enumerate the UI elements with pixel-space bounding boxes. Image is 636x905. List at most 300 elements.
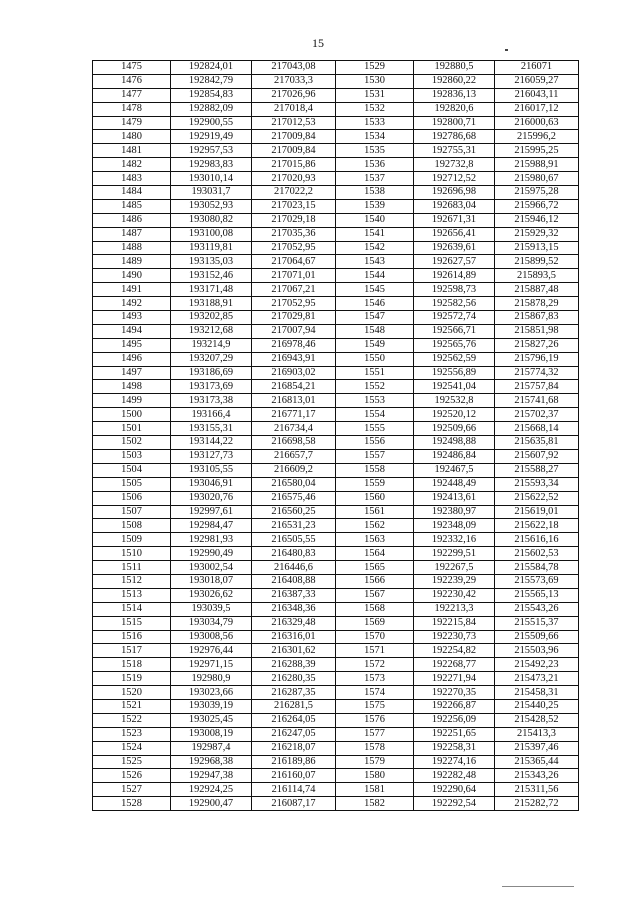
cell-y-coordinate: 215492,23 [495,658,579,672]
cell-y-coordinate: 217020,93 [252,172,336,186]
cell-point-number: 1534 [336,130,414,144]
cell-point-number: 1490 [93,269,171,283]
table-row [93,422,579,436]
cell-y-coordinate: 215995,25 [495,144,579,158]
cell-x-coordinate: 192267,5 [414,561,495,575]
cell-y-coordinate: 215602,53 [495,547,579,561]
cell-x-coordinate: 193010,14 [171,172,252,186]
cell-y-coordinate: 215515,37 [495,616,579,630]
cell-x-coordinate: 193207,29 [171,352,252,366]
cell-point-number: 1493 [93,311,171,325]
table-row [93,672,579,686]
cell-y-coordinate: 215867,83 [495,311,579,325]
table-row [93,783,579,797]
table-row [93,755,579,769]
cell-point-number: 1527 [93,783,171,797]
cell-x-coordinate: 192292,54 [414,797,495,811]
table-row [93,616,579,630]
cell-y-coordinate: 216348,36 [252,602,336,616]
cell-x-coordinate: 193008,56 [171,630,252,644]
table-row [93,297,579,311]
cell-y-coordinate: 216505,55 [252,533,336,547]
cell-x-coordinate: 192215,84 [414,616,495,630]
cell-y-coordinate: 216160,07 [252,769,336,783]
table-row [93,324,579,338]
cell-y-coordinate: 216189,86 [252,755,336,769]
table-row [93,574,579,588]
cell-y-coordinate: 215622,18 [495,519,579,533]
cell-point-number: 1560 [336,491,414,505]
cell-x-coordinate: 193026,62 [171,588,252,602]
cell-y-coordinate: 215741,68 [495,394,579,408]
cell-y-coordinate: 216813,01 [252,394,336,408]
cell-point-number: 1482 [93,158,171,172]
table-row [93,727,579,741]
cell-x-coordinate: 192213,3 [414,602,495,616]
cell-x-coordinate: 192290,64 [414,783,495,797]
cell-x-coordinate: 192732,8 [414,158,495,172]
cell-point-number: 1484 [93,186,171,200]
table-row [93,130,579,144]
cell-y-coordinate: 215588,27 [495,463,579,477]
table-row [93,769,579,783]
cell-y-coordinate: 217071,01 [252,269,336,283]
cell-y-coordinate: 215893,5 [495,269,579,283]
table-row [93,408,579,422]
cell-y-coordinate: 215365,44 [495,755,579,769]
cell-x-coordinate: 193023,66 [171,686,252,700]
cell-x-coordinate: 192639,61 [414,241,495,255]
cell-x-coordinate: 192520,12 [414,408,495,422]
cell-point-number: 1502 [93,436,171,450]
cell-y-coordinate: 215966,72 [495,199,579,213]
cell-point-number: 1508 [93,519,171,533]
cell-y-coordinate: 217026,96 [252,88,336,102]
cell-y-coordinate: 215473,21 [495,672,579,686]
cell-point-number: 1571 [336,644,414,658]
table-row [93,255,579,269]
cell-x-coordinate: 192565,76 [414,338,495,352]
cell-y-coordinate: 215543,26 [495,602,579,616]
cell-point-number: 1513 [93,588,171,602]
cell-y-coordinate: 215887,48 [495,283,579,297]
cell-point-number: 1568 [336,602,414,616]
cell-point-number: 1511 [93,561,171,575]
cell-point-number: 1504 [93,463,171,477]
table-row [93,144,579,158]
cell-x-coordinate: 192498,88 [414,436,495,450]
cell-point-number: 1485 [93,199,171,213]
cell-x-coordinate: 192980,9 [171,672,252,686]
cell-y-coordinate: 216854,21 [252,380,336,394]
cell-y-coordinate: 217018,4 [252,102,336,116]
cell-y-coordinate: 217029,18 [252,213,336,227]
cell-y-coordinate: 215428,52 [495,713,579,727]
cell-point-number: 1503 [93,449,171,463]
cell-x-coordinate: 193214,9 [171,338,252,352]
cell-point-number: 1581 [336,783,414,797]
table-row [93,394,579,408]
cell-point-number: 1528 [93,797,171,811]
cell-y-coordinate: 217029,81 [252,311,336,325]
cell-x-coordinate: 192971,15 [171,658,252,672]
cell-x-coordinate: 192900,55 [171,116,252,130]
cell-x-coordinate: 192380,97 [414,505,495,519]
cell-point-number: 1483 [93,172,171,186]
cell-x-coordinate: 193002,54 [171,561,252,575]
cell-y-coordinate: 216043,11 [495,88,579,102]
cell-x-coordinate: 192598,73 [414,283,495,297]
cell-point-number: 1506 [93,491,171,505]
table-row [93,283,579,297]
cell-point-number: 1496 [93,352,171,366]
cell-point-number: 1521 [93,699,171,713]
table-row [93,519,579,533]
cell-y-coordinate: 217009,84 [252,144,336,158]
cell-point-number: 1532 [336,102,414,116]
cell-x-coordinate: 192671,31 [414,213,495,227]
cell-y-coordinate: 215397,46 [495,741,579,755]
cell-point-number: 1543 [336,255,414,269]
cell-point-number: 1559 [336,477,414,491]
cell-point-number: 1548 [336,324,414,338]
cell-point-number: 1476 [93,74,171,88]
cell-x-coordinate: 192968,38 [171,755,252,769]
cell-point-number: 1576 [336,713,414,727]
cell-y-coordinate: 216531,23 [252,519,336,533]
cell-x-coordinate: 192656,41 [414,227,495,241]
cell-y-coordinate: 215913,15 [495,241,579,255]
table-row [93,658,579,672]
cell-x-coordinate: 193212,68 [171,324,252,338]
table-row [93,269,579,283]
cell-point-number: 1555 [336,422,414,436]
cell-x-coordinate: 192820,6 [414,102,495,116]
cell-y-coordinate: 217033,3 [252,74,336,88]
cell-x-coordinate: 192270,35 [414,686,495,700]
cell-y-coordinate: 217052,95 [252,297,336,311]
cell-x-coordinate: 192842,79 [171,74,252,88]
cell-point-number: 1540 [336,213,414,227]
cell-point-number: 1526 [93,769,171,783]
cell-y-coordinate: 216218,07 [252,741,336,755]
cell-x-coordinate: 192696,98 [414,186,495,200]
cell-y-coordinate: 215619,01 [495,505,579,519]
cell-y-coordinate: 216734,4 [252,422,336,436]
cell-x-coordinate: 192467,5 [414,463,495,477]
cell-y-coordinate: 217022,2 [252,186,336,200]
cell-x-coordinate: 192274,16 [414,755,495,769]
cell-x-coordinate: 193034,79 [171,616,252,630]
cell-x-coordinate: 193105,55 [171,463,252,477]
cell-x-coordinate: 192256,09 [414,713,495,727]
table-row [93,74,579,88]
cell-x-coordinate: 192258,31 [414,741,495,755]
cell-point-number: 1552 [336,380,414,394]
cell-x-coordinate: 193100,08 [171,227,252,241]
cell-point-number: 1510 [93,547,171,561]
cell-x-coordinate: 193052,93 [171,199,252,213]
cell-point-number: 1507 [93,505,171,519]
table-row [93,227,579,241]
cell-point-number: 1517 [93,644,171,658]
table-row [93,602,579,616]
table-row [93,797,579,811]
cell-y-coordinate: 216287,35 [252,686,336,700]
cell-x-coordinate: 193031,7 [171,186,252,200]
cell-x-coordinate: 192268,77 [414,658,495,672]
cell-y-coordinate: 216017,12 [495,102,579,116]
table-row [93,561,579,575]
cell-x-coordinate: 193119,81 [171,241,252,255]
cell-x-coordinate: 192880,5 [414,61,495,75]
table-row [93,436,579,450]
cell-point-number: 1547 [336,311,414,325]
cell-y-coordinate: 215607,92 [495,449,579,463]
cell-point-number: 1523 [93,727,171,741]
table-row [93,380,579,394]
cell-point-number: 1525 [93,755,171,769]
footer-line [502,886,574,887]
cell-point-number: 1486 [93,213,171,227]
cell-x-coordinate: 192957,53 [171,144,252,158]
cell-point-number: 1475 [93,61,171,75]
cell-point-number: 1533 [336,116,414,130]
cell-x-coordinate: 192254,82 [414,644,495,658]
cell-x-coordinate: 193188,91 [171,297,252,311]
cell-y-coordinate: 216071 [495,61,579,75]
cell-x-coordinate: 193127,73 [171,449,252,463]
table-row [93,741,579,755]
table-row [93,547,579,561]
cell-y-coordinate: 216575,46 [252,491,336,505]
cell-point-number: 1516 [93,630,171,644]
cell-y-coordinate: 216580,04 [252,477,336,491]
table-row [93,338,579,352]
cell-y-coordinate: 216698,58 [252,436,336,450]
cell-y-coordinate: 216264,05 [252,713,336,727]
cell-point-number: 1562 [336,519,414,533]
cell-x-coordinate: 192239,29 [414,574,495,588]
cell-point-number: 1539 [336,199,414,213]
cell-point-number: 1529 [336,61,414,75]
cell-y-coordinate: 216978,46 [252,338,336,352]
cell-x-coordinate: 192987,4 [171,741,252,755]
cell-y-coordinate: 216114,74 [252,783,336,797]
cell-point-number: 1553 [336,394,414,408]
cell-x-coordinate: 193173,38 [171,394,252,408]
cell-y-coordinate: 215311,56 [495,783,579,797]
cell-y-coordinate: 215573,69 [495,574,579,588]
cell-x-coordinate: 192627,57 [414,255,495,269]
cell-y-coordinate: 216301,62 [252,644,336,658]
cell-point-number: 1531 [336,88,414,102]
cell-x-coordinate: 192824,01 [171,61,252,75]
table-row [93,186,579,200]
cell-y-coordinate: 216316,01 [252,630,336,644]
cell-point-number: 1489 [93,255,171,269]
cell-x-coordinate: 193020,76 [171,491,252,505]
cell-y-coordinate: 215509,66 [495,630,579,644]
table-row [93,172,579,186]
cell-y-coordinate: 216387,33 [252,588,336,602]
cell-x-coordinate: 192541,04 [414,380,495,394]
cell-x-coordinate: 192532,8 [414,394,495,408]
cell-x-coordinate: 193080,82 [171,213,252,227]
cell-x-coordinate: 192990,49 [171,547,252,561]
cell-y-coordinate: 215757,84 [495,380,579,394]
cell-y-coordinate: 216903,02 [252,366,336,380]
cell-x-coordinate: 192614,89 [414,269,495,283]
cell-x-coordinate: 192566,71 [414,324,495,338]
table-row [93,311,579,325]
cell-y-coordinate: 216000,63 [495,116,579,130]
table-row [93,213,579,227]
page-number: 15 [312,36,324,50]
cell-x-coordinate: 192947,38 [171,769,252,783]
cell-y-coordinate: 215774,32 [495,366,579,380]
cell-point-number: 1514 [93,602,171,616]
cell-x-coordinate: 193202,85 [171,311,252,325]
cell-x-coordinate: 192556,89 [414,366,495,380]
cell-point-number: 1570 [336,630,414,644]
cell-x-coordinate: 193046,91 [171,477,252,491]
cell-y-coordinate: 216609,2 [252,463,336,477]
cell-x-coordinate: 192900,47 [171,797,252,811]
cell-y-coordinate: 215702,37 [495,408,579,422]
cell-y-coordinate: 217052,95 [252,241,336,255]
cell-point-number: 1564 [336,547,414,561]
cell-point-number: 1550 [336,352,414,366]
cell-y-coordinate: 215929,32 [495,227,579,241]
cell-y-coordinate: 215616,16 [495,533,579,547]
cell-y-coordinate: 216247,05 [252,727,336,741]
cell-point-number: 1577 [336,727,414,741]
table-row [93,88,579,102]
cell-x-coordinate: 193186,69 [171,366,252,380]
cell-x-coordinate: 192755,31 [414,144,495,158]
cell-point-number: 1481 [93,144,171,158]
cell-y-coordinate: 215975,28 [495,186,579,200]
cell-x-coordinate: 192230,73 [414,630,495,644]
cell-point-number: 1530 [336,74,414,88]
cell-point-number: 1579 [336,755,414,769]
cell-x-coordinate: 193025,45 [171,713,252,727]
cell-x-coordinate: 192924,25 [171,783,252,797]
cell-point-number: 1500 [93,408,171,422]
cell-point-number: 1524 [93,741,171,755]
cell-x-coordinate: 192919,49 [171,130,252,144]
table-row [93,102,579,116]
cell-y-coordinate: 217023,15 [252,199,336,213]
cell-point-number: 1509 [93,533,171,547]
table-row [93,630,579,644]
table-row [93,686,579,700]
cell-y-coordinate: 215282,72 [495,797,579,811]
cell-point-number: 1492 [93,297,171,311]
cell-y-coordinate: 215851,98 [495,324,579,338]
cell-y-coordinate: 215413,3 [495,727,579,741]
cell-y-coordinate: 215980,67 [495,172,579,186]
cell-point-number: 1561 [336,505,414,519]
cell-point-number: 1499 [93,394,171,408]
cell-y-coordinate: 217015,86 [252,158,336,172]
cell-point-number: 1535 [336,144,414,158]
table-row [93,449,579,463]
cell-y-coordinate: 215827,26 [495,338,579,352]
cell-y-coordinate: 215440,25 [495,699,579,713]
cell-x-coordinate: 193152,46 [171,269,252,283]
cell-point-number: 1545 [336,283,414,297]
table-row [93,713,579,727]
cell-point-number: 1549 [336,338,414,352]
cell-x-coordinate: 192854,83 [171,88,252,102]
cell-y-coordinate: 216408,88 [252,574,336,588]
table-row [93,352,579,366]
cell-x-coordinate: 193144,22 [171,436,252,450]
cell-point-number: 1498 [93,380,171,394]
cell-x-coordinate: 193039,19 [171,699,252,713]
table-row [93,61,579,75]
table-row [93,366,579,380]
table-row [93,241,579,255]
cell-point-number: 1567 [336,588,414,602]
cell-y-coordinate: 215565,13 [495,588,579,602]
cell-x-coordinate: 192997,61 [171,505,252,519]
cell-y-coordinate: 216480,83 [252,547,336,561]
cell-y-coordinate: 216657,7 [252,449,336,463]
cell-point-number: 1536 [336,158,414,172]
cell-point-number: 1491 [93,283,171,297]
cell-y-coordinate: 216288,39 [252,658,336,672]
cell-x-coordinate: 192332,16 [414,533,495,547]
cell-y-coordinate: 217009,84 [252,130,336,144]
coordinates-table-body [93,61,579,811]
cell-y-coordinate: 215343,26 [495,769,579,783]
cell-y-coordinate: 215622,52 [495,491,579,505]
cell-y-coordinate: 217067,21 [252,283,336,297]
cell-x-coordinate: 193135,03 [171,255,252,269]
cell-y-coordinate: 216771,17 [252,408,336,422]
cell-point-number: 1522 [93,713,171,727]
cell-x-coordinate: 192800,71 [414,116,495,130]
cell-y-coordinate: 215668,14 [495,422,579,436]
table-row [93,505,579,519]
cell-y-coordinate: 216329,48 [252,616,336,630]
table-row [93,699,579,713]
table-row [93,491,579,505]
cell-point-number: 1479 [93,116,171,130]
cell-y-coordinate: 215584,78 [495,561,579,575]
table-row [93,199,579,213]
cell-point-number: 1565 [336,561,414,575]
table-row [93,463,579,477]
cell-point-number: 1494 [93,324,171,338]
cell-x-coordinate: 192712,52 [414,172,495,186]
cell-point-number: 1575 [336,699,414,713]
cell-point-number: 1512 [93,574,171,588]
cell-point-number: 1538 [336,186,414,200]
cell-y-coordinate: 215878,29 [495,297,579,311]
cell-point-number: 1557 [336,449,414,463]
cell-point-number: 1520 [93,686,171,700]
cell-x-coordinate: 192348,09 [414,519,495,533]
cell-y-coordinate: 215988,91 [495,158,579,172]
cell-x-coordinate: 192251,65 [414,727,495,741]
cell-x-coordinate: 192562,59 [414,352,495,366]
cell-y-coordinate: 217012,53 [252,116,336,130]
cell-x-coordinate: 192984,47 [171,519,252,533]
